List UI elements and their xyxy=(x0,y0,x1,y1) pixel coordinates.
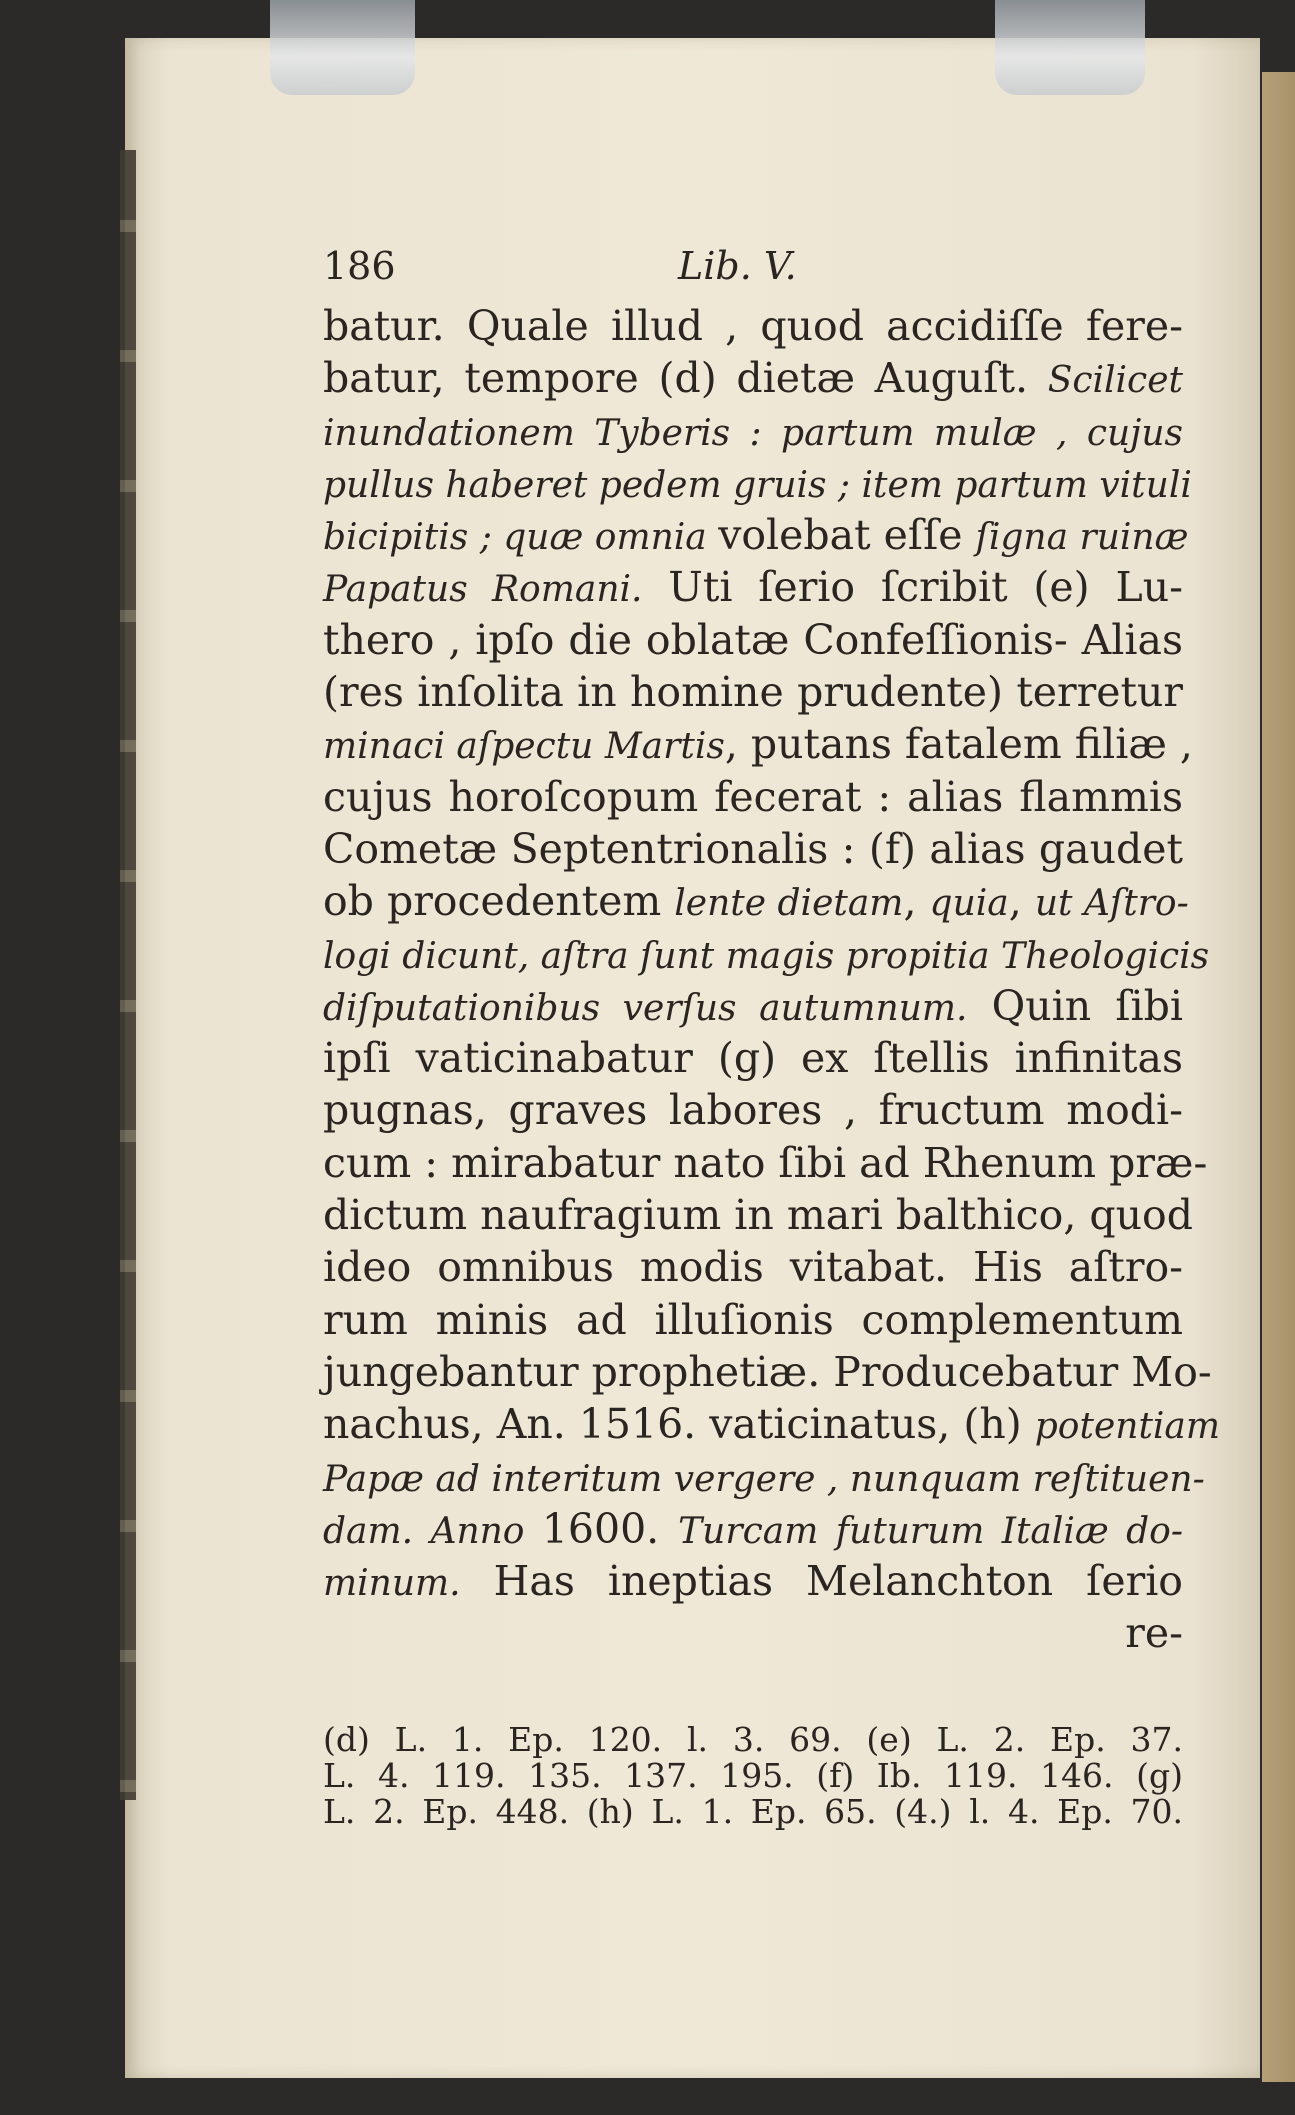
text-line xyxy=(323,300,1183,352)
roman-segment: Uti ſerio ſcribit (e) Lu- xyxy=(642,563,1183,612)
italic-segment: minaci aſpectu Martis xyxy=(323,726,725,768)
italic-segment: Papæ ad interitum vergere , nunquam reſtituen- xyxy=(323,1458,1205,1500)
italic-segment: ut Aſtro- xyxy=(1034,883,1189,925)
text-line xyxy=(323,1503,1183,1555)
text-line xyxy=(323,1451,1205,1503)
roman-segment: batur. Quale illud , quod accidiſſe fere- xyxy=(323,302,1183,350)
italic-segment: inundationem Tyberis : partum mulæ , cujus xyxy=(323,412,1183,454)
running-head: Lib. V. xyxy=(678,244,797,288)
roman-segment: , xyxy=(1008,877,1035,926)
text-line xyxy=(323,823,1183,875)
text-line xyxy=(323,405,1183,457)
roman-segment: Quin ſibi xyxy=(967,981,1183,1030)
roman-segment: , xyxy=(903,877,930,926)
page-header xyxy=(323,240,1183,300)
text-line xyxy=(323,1241,1183,1293)
body-text xyxy=(323,300,1221,1607)
footnote-line: L. 2. Ep. 448. (h) L. 1. Ep. 65. (4.) l. 4. Ep. 70. xyxy=(323,1792,1183,1831)
page-clip-left xyxy=(270,0,415,95)
text-line xyxy=(323,771,1183,823)
text-line xyxy=(323,1398,1221,1450)
catchword: re- xyxy=(1125,1609,1183,1658)
roman-segment: ideo omnibus modis vitabat. His aſtro- xyxy=(323,1243,1183,1292)
text-line xyxy=(323,1346,1212,1398)
text-line xyxy=(323,1084,1183,1136)
text-line xyxy=(323,1032,1183,1084)
italic-segment: diſputationibus verſus autumnum. xyxy=(323,987,968,1029)
text-line xyxy=(323,457,1192,509)
footnote-line: (d) L. 1. Ep. 120. l. 3. 69. (e) L. 2. Ep. 37. xyxy=(323,1720,1183,1759)
roman-segment: , putans fatalem filiæ , xyxy=(724,720,1193,769)
roman-segment: 1600. xyxy=(541,1504,679,1553)
text-line xyxy=(323,980,1183,1032)
roman-segment: nachus, An. 1516. vaticinatus, (h) xyxy=(323,1400,1035,1449)
italic-segment: lente dietam xyxy=(674,883,904,925)
italic-segment: Scilicet xyxy=(1047,360,1183,402)
text-line xyxy=(323,352,1183,404)
footnote-line: L. 4. 119. 135. 137. 195. (f) Ib. 119. 146. (g) xyxy=(323,1756,1183,1795)
roman-segment: pugnas, graves labores , fructum modi- xyxy=(323,1086,1183,1135)
text-line xyxy=(323,875,1189,927)
page-number: 186 xyxy=(323,244,396,288)
text-line xyxy=(323,1555,1183,1607)
italic-segment: potentiam xyxy=(1034,1406,1221,1448)
roman-segment: dictum naufragium in mari balthico, quod xyxy=(323,1191,1193,1240)
italic-segment: bicipitis ; quæ omnia xyxy=(323,517,719,559)
italic-segment: Turcam futurum Italiæ do- xyxy=(678,1510,1183,1552)
roman-segment: ob procedentem xyxy=(323,877,675,926)
text-line xyxy=(323,718,1193,770)
roman-segment: rum minis ad illuſionis complementum xyxy=(323,1295,1183,1344)
roman-segment: batur, tempore (d) dietæ Auguſt. xyxy=(323,354,1048,403)
text-line xyxy=(323,666,1183,718)
roman-segment: volebat eſſe xyxy=(718,511,976,560)
binding-edge xyxy=(120,150,136,1800)
adjacent-page-edge xyxy=(1262,72,1295,2082)
roman-segment: cujus horoſcopum fecerat : alias flammis xyxy=(323,772,1183,821)
roman-segment: Cometæ Septentrionalis : (f) alias gaudet xyxy=(323,824,1183,873)
italic-segment: pullus haberet pedem gruis ; item partum vituli xyxy=(323,464,1192,506)
text-line xyxy=(323,509,1189,561)
text-line xyxy=(323,1189,1193,1241)
text-line xyxy=(323,1137,1208,1189)
text-line xyxy=(323,561,1183,613)
roman-segment: thero , ipſo die oblatæ Confeſſionis- Alias xyxy=(323,615,1183,664)
text-line xyxy=(323,1294,1183,1346)
page-text xyxy=(323,240,1221,1677)
italic-segment: logi dicunt, aſtra ſunt magis propitia Theologicis xyxy=(323,935,1210,977)
italic-segment: quia xyxy=(929,883,1009,925)
page-clip-right xyxy=(995,0,1145,95)
italic-segment: Papatus Romani. xyxy=(323,569,643,611)
text-line xyxy=(323,928,1210,980)
italic-segment: dam. Anno xyxy=(323,1510,542,1552)
italic-segment: minum. xyxy=(323,1563,461,1605)
roman-segment: ipſi vaticinabatur (g) ex ſtellis infinitas xyxy=(323,1034,1183,1083)
italic-segment: ſigna ruinæ xyxy=(975,517,1189,559)
text-line xyxy=(323,614,1183,666)
roman-segment: (res inſolita in homine prudente) terretur xyxy=(323,668,1183,717)
roman-segment: cum : mirabatur nato ſibi ad Rhenum præ- xyxy=(323,1138,1208,1187)
roman-segment: jungebantur prophetiæ. Producebatur Mo- xyxy=(323,1347,1212,1396)
roman-segment: Has ineptias Melanchton ſerio xyxy=(460,1557,1183,1606)
footnotes xyxy=(323,1722,1183,1830)
